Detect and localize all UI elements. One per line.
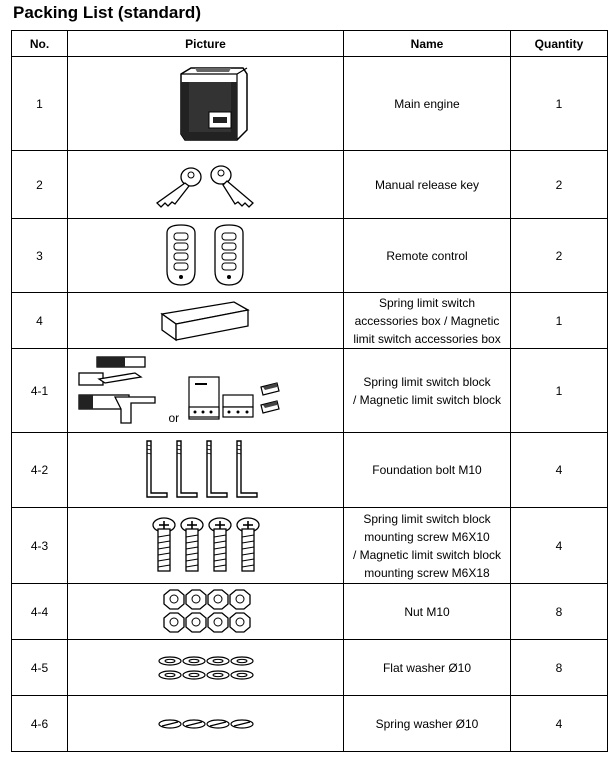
- packing-list-table: [11, 30, 608, 752]
- row-name: Main engine: [344, 57, 511, 151]
- or-label: or: [168, 410, 180, 425]
- row-name: Spring limit switch block mounting screw M6X10 / Magnetic limit switch block mounting screw M6X18: [344, 508, 511, 584]
- row-name: Manual release key: [344, 151, 511, 219]
- row-name: Foundation bolt M10: [344, 433, 511, 508]
- row-picture: [68, 433, 344, 508]
- table-row: [12, 640, 608, 696]
- spring-washer-icon: [156, 714, 256, 734]
- row-picture: [68, 349, 344, 433]
- header-name: Name: [344, 31, 511, 57]
- row-quantity: 8: [511, 640, 608, 696]
- table-row: [12, 57, 608, 151]
- row-no: 4-1: [12, 349, 68, 433]
- nut-icon: [158, 587, 254, 637]
- row-quantity: 1: [511, 293, 608, 349]
- table-row: [12, 433, 608, 508]
- row-no: 1: [12, 57, 68, 151]
- magnetic-limit-block-icon: [183, 369, 343, 429]
- page-title: Packing List (standard): [13, 3, 201, 22]
- row-quantity: 2: [511, 151, 608, 219]
- motor-unit-icon: [151, 62, 261, 146]
- row-picture: [68, 151, 344, 219]
- table-row: [12, 584, 608, 640]
- row-picture: [68, 508, 344, 584]
- table-row: [12, 508, 608, 584]
- row-no: 4-2: [12, 433, 68, 508]
- header-picture: Picture: [68, 31, 344, 57]
- row-name: Spring limit switch accessories box / Magnetic limit switch accessories box: [344, 293, 511, 349]
- row-picture: [68, 293, 344, 349]
- header-no: No.: [12, 31, 68, 57]
- row-quantity: 1: [511, 57, 608, 151]
- row-no: 4: [12, 293, 68, 349]
- table-row: [12, 349, 608, 433]
- table-row: [12, 151, 608, 219]
- header-row: [12, 31, 608, 57]
- row-picture: [68, 696, 344, 752]
- row-no: 4-5: [12, 640, 68, 696]
- key-pair-icon: [151, 155, 261, 215]
- spring-limit-block-icon: [75, 353, 165, 429]
- row-name: Remote control: [344, 219, 511, 293]
- accessories-box-icon: [156, 296, 256, 346]
- table-row: [12, 696, 608, 752]
- row-no: 4-3: [12, 508, 68, 584]
- table-row: [12, 293, 608, 349]
- table-row: [12, 219, 608, 293]
- row-picture: [68, 219, 344, 293]
- row-quantity: 2: [511, 219, 608, 293]
- row-quantity: 4: [511, 433, 608, 508]
- flat-washer-icon: [156, 653, 256, 683]
- row-name: Spring washer Ø10: [344, 696, 511, 752]
- row-name: Spring limit switch block / Magnetic limit switch block: [344, 349, 511, 433]
- row-picture: [68, 640, 344, 696]
- mounting-screw-icon: [148, 513, 264, 579]
- row-no: 3: [12, 219, 68, 293]
- header-quantity: Quantity: [511, 31, 608, 57]
- row-no: 4-6: [12, 696, 68, 752]
- row-name: Flat washer Ø10: [344, 640, 511, 696]
- row-quantity: 4: [511, 508, 608, 584]
- row-name: Nut M10: [344, 584, 511, 640]
- row-picture: [68, 584, 344, 640]
- row-picture: [68, 57, 344, 151]
- row-quantity: 8: [511, 584, 608, 640]
- row-quantity: 1: [511, 349, 608, 433]
- row-no: 2: [12, 151, 68, 219]
- row-quantity: 4: [511, 696, 608, 752]
- row-no: 4-4: [12, 584, 68, 640]
- foundation-bolt-icon: [141, 437, 271, 503]
- remote-control-icon: [161, 223, 251, 289]
